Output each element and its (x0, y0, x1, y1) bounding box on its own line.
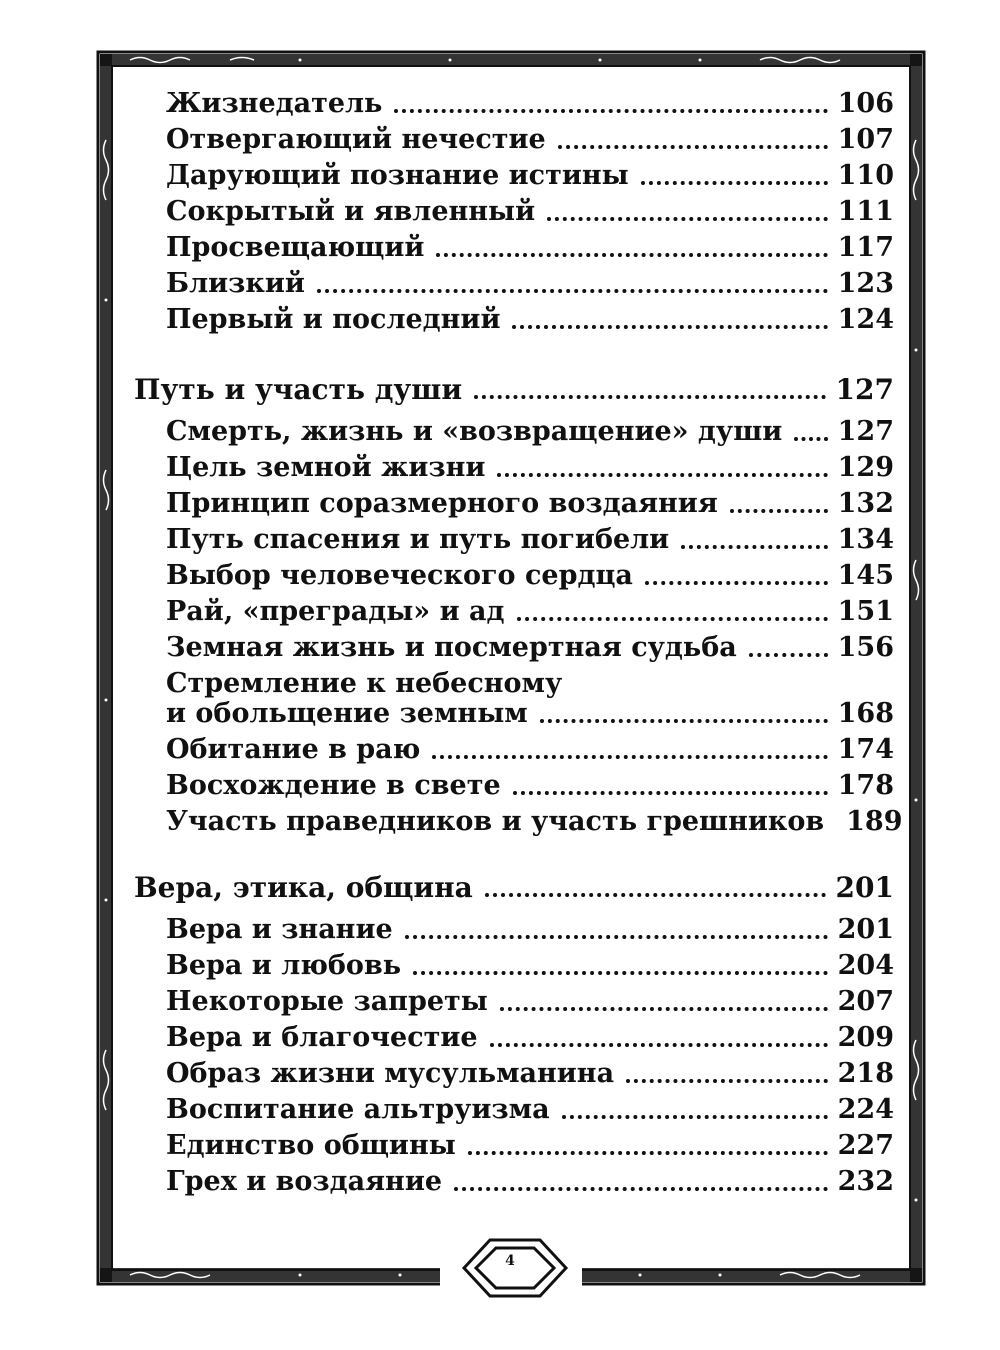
toc-entry-page: 106 (837, 88, 894, 119)
leader-dots (436, 253, 827, 257)
toc-entry (166, 160, 894, 192)
toc-entry-title: Рай, «преграды» и ад (166, 596, 505, 627)
leader-dots (413, 971, 828, 975)
toc-entry-page: 124 (837, 304, 894, 335)
toc-entry-title: Участь праведников и участь грешников (166, 806, 825, 837)
leader-dots (626, 1079, 828, 1083)
toc-entry-page: 178 (837, 770, 894, 801)
toc-entry (166, 560, 894, 592)
toc-entry-page: 127 (837, 416, 894, 447)
leader-dots (512, 325, 827, 329)
leader-dots (794, 437, 827, 441)
toc-entry-title: Грех и воздаяние (166, 1166, 443, 1197)
toc-entry-page: 134 (837, 524, 894, 555)
leader-dots (317, 289, 828, 293)
toc-entry (166, 304, 894, 336)
toc-entry-title: Обитание в раю (166, 734, 421, 765)
toc-entry-title: Путь спасения и путь погибели (166, 524, 670, 555)
toc-entry (166, 806, 903, 838)
leader-dots (432, 755, 827, 759)
toc-entry (166, 734, 894, 766)
toc-entry-title: Выбор человеческого сердца (166, 560, 633, 591)
toc-entry-title: Цель земной жизни (166, 452, 486, 483)
toc-entry-title: Смерть, жизнь и «возвращение» души (166, 416, 783, 447)
leader-dots (749, 653, 828, 657)
toc-entry-title: Жизнедатель (166, 88, 383, 119)
toc-section-heading (134, 374, 894, 406)
toc-entry-page: 107 (837, 124, 894, 155)
leader-dots (681, 545, 827, 549)
toc-entry (166, 524, 894, 556)
toc-entry-title-line1: Стремление к небесному (166, 668, 563, 699)
toc-entry (166, 1166, 894, 1198)
leader-dots (394, 109, 827, 113)
toc-section-page: 201 (835, 871, 894, 904)
toc-entry-title: Воспитание альтруизма (166, 1094, 550, 1125)
toc-section-title: Путь и участь души (134, 373, 463, 406)
toc-entry-page: 123 (837, 268, 894, 299)
toc-entry-page: 168 (837, 698, 894, 729)
toc-entry-title: Вера и знание (166, 914, 393, 945)
toc-entry (166, 1094, 894, 1126)
toc-entry-page: 189 (846, 806, 903, 837)
leader-dots (485, 893, 826, 897)
toc-entry-page: 201 (837, 914, 894, 945)
toc-entry (166, 124, 894, 156)
toc-section-page: 127 (835, 373, 894, 406)
leader-dots (490, 1043, 828, 1047)
toc-entry-page: 207 (837, 986, 894, 1017)
toc-entry (166, 950, 894, 982)
toc-entry (166, 268, 894, 300)
toc-entry-title: Первый и последний (166, 304, 501, 335)
leader-dots (641, 181, 828, 185)
leader-dots (558, 145, 828, 149)
toc-entry-page: 132 (837, 488, 894, 519)
toc-entry (166, 1130, 894, 1162)
toc-entry (166, 416, 894, 448)
toc-entry-title: Единство общины (166, 1130, 456, 1161)
leader-dots (562, 1115, 828, 1119)
toc-entry-page: 224 (837, 1094, 894, 1125)
toc-entry (166, 232, 894, 264)
toc-entry-title: Сокрытый и явленный (166, 196, 536, 227)
toc-entry-title: Отвергающий нечестие (166, 124, 546, 155)
toc-entry-title: Принцип соразмерного воздаяния (166, 488, 718, 519)
toc-entry (166, 914, 894, 946)
toc-entry-title: Вера и любовь (166, 950, 402, 981)
toc-entry-page: 227 (837, 1130, 894, 1161)
toc-entry-title: Земная жизнь и посмертная судьба (166, 632, 737, 663)
toc-entry (166, 488, 894, 520)
toc-entry-page: 129 (837, 452, 894, 483)
toc-entry-title: Близкий (166, 268, 305, 299)
toc-entry-page: 174 (837, 734, 894, 765)
toc-entry (166, 698, 894, 730)
toc-entry-page: 218 (837, 1058, 894, 1089)
toc-entry-page: 145 (837, 560, 894, 591)
toc-section-heading (134, 872, 894, 904)
leader-dots (540, 719, 828, 723)
toc-entry-page: 111 (837, 196, 894, 227)
leader-dots (454, 1187, 828, 1191)
toc-entry (166, 452, 894, 484)
toc-entry (166, 770, 894, 802)
leader-dots (497, 473, 827, 477)
toc-entry-title: Вера и благочестие (166, 1022, 478, 1053)
toc-entry-title-line2: и обольщение земным (166, 698, 528, 729)
leader-dots (474, 395, 825, 399)
toc-section-title: Вера, этика, община (134, 871, 473, 904)
toc-entry-title: Некоторые запреты (166, 986, 488, 1017)
toc-entry (166, 632, 894, 664)
toc-entry-page: 151 (837, 596, 894, 627)
leader-dots (645, 581, 828, 585)
leader-dots (730, 509, 828, 513)
toc-entry-page: 110 (837, 160, 894, 191)
leader-dots (547, 217, 827, 221)
toc-entry (166, 596, 894, 628)
toc-entry-title: Просвещающий (166, 232, 425, 263)
toc-entry-page: 209 (837, 1022, 894, 1053)
toc-entry (166, 196, 894, 228)
toc-entry (166, 986, 894, 1018)
page-number: 4 (505, 1253, 515, 1269)
toc-entry (166, 88, 894, 120)
toc-entry-page: 156 (837, 632, 894, 663)
toc-entry-title: Восхождение в свете (166, 770, 501, 801)
leader-dots (405, 935, 828, 939)
toc-entry (166, 1058, 894, 1090)
toc-entry-page: 117 (837, 232, 894, 263)
toc-entry-page: 204 (837, 950, 894, 981)
leader-dots (468, 1151, 828, 1155)
leader-dots (500, 1007, 828, 1011)
toc-entry (166, 1022, 894, 1054)
toc-entry-page: 232 (837, 1166, 894, 1197)
leader-dots (517, 617, 828, 621)
toc-entry-title: Образ жизни мусульманина (166, 1058, 615, 1089)
leader-dots (513, 791, 828, 795)
toc-entry-title: Дарующий познание истины (166, 160, 629, 191)
